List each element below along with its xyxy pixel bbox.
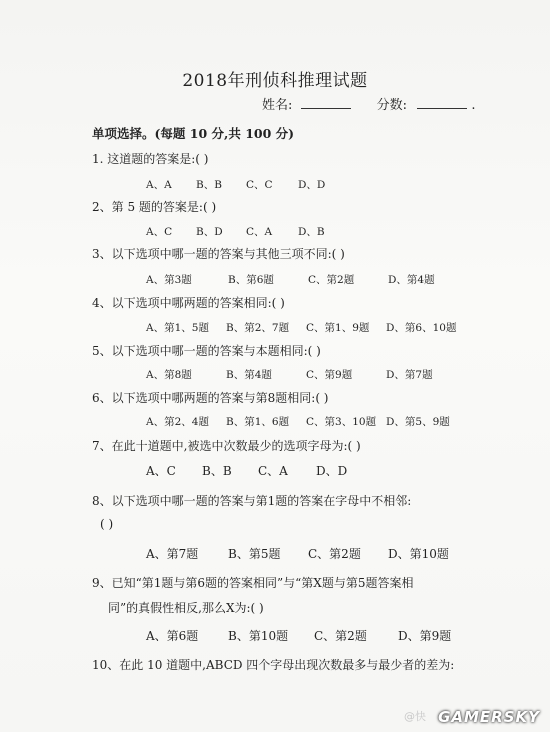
option-b: B、B — [202, 464, 232, 478]
option-c: C、第2题 — [314, 629, 367, 643]
option-b: B、第5题 — [228, 547, 281, 561]
option-b: B、第6题 — [228, 274, 274, 286]
option-c: C、C — [246, 179, 273, 191]
option-a: A、第3题 — [146, 274, 192, 286]
option-c: C、第1、9题 — [306, 322, 370, 334]
question-3-options — [146, 272, 435, 287]
option-a: A、A — [146, 179, 172, 191]
question-7-options — [146, 462, 347, 479]
question-8-options — [146, 545, 449, 562]
question-9-line2: 同”的真假性相反,那么X为:( ) — [108, 601, 264, 615]
question-2-options — [146, 224, 325, 239]
question-9-options — [146, 627, 451, 644]
gamersky-watermark: GAMERSKY — [438, 708, 540, 726]
option-c: C、A — [246, 226, 273, 238]
question-8: 8、以下选项中哪一题的答案与第1题的答案在字母中不相邻: — [92, 494, 412, 508]
page-title: 2018年刑侦科推理试题 — [182, 71, 368, 91]
score-label: 分数: — [376, 98, 408, 113]
question-5: 5、以下选项中哪一题的答案与本题相同:( ) — [92, 344, 321, 358]
score-tail: . — [471, 98, 476, 113]
option-b: B、第2、7题 — [226, 322, 290, 334]
option-d: D、第9题 — [398, 629, 452, 643]
option-d: D、第10题 — [388, 547, 449, 561]
option-d: D、D — [298, 179, 326, 191]
score-blank — [417, 96, 467, 109]
option-c: C、第9题 — [306, 369, 353, 381]
option-a: A、第2、4题 — [146, 416, 209, 428]
question-4: 4、以下选项中哪两题的答案相同:( ) — [92, 296, 285, 310]
name-blank — [301, 96, 351, 109]
question-10: 10、在此 10 道题中,ABCD 四个字母出现次数最多与最少者的差为: — [92, 658, 455, 672]
name-label: 姓名: — [262, 98, 293, 113]
option-c: C、A — [258, 464, 288, 478]
option-b: B、第4题 — [226, 369, 272, 381]
option-d: D、D — [316, 464, 348, 478]
option-c: C、第2题 — [308, 274, 355, 286]
option-a: A、第8题 — [146, 369, 192, 381]
watermark-prefix: @快 — [404, 710, 426, 723]
question-7: 7、在此十道题中,被选中次数最少的选项字母为:( ) — [92, 439, 361, 453]
option-c: C、第2题 — [308, 547, 361, 561]
option-d: D、第6、10题 — [386, 322, 457, 334]
option-d: D、第5、9题 — [386, 416, 450, 428]
name-score-row — [262, 94, 475, 113]
option-a: A、C — [146, 226, 173, 238]
section-heading: 单项选择。(每题 10 分,共 100 分) — [92, 126, 295, 141]
question-3: 3、以下选项中哪一题的答案与其他三项不同:( ) — [92, 247, 345, 261]
question-2: 2、第 5 题的答案是:( ) — [92, 200, 217, 214]
option-a: A、第1、5题 — [146, 322, 209, 334]
option-d: D、第4题 — [388, 274, 435, 286]
option-b: B、第10题 — [228, 629, 289, 643]
question-4-options — [146, 320, 456, 335]
option-b: B、第1、6题 — [226, 416, 290, 428]
question-8-line2: ( ) — [100, 517, 114, 531]
option-c: C、第3、10题 — [306, 416, 377, 428]
option-a: A、C — [146, 464, 176, 478]
question-6: 6、以下选项中哪两题的答案与第8题相同:( ) — [92, 391, 329, 405]
option-a: A、第7题 — [146, 547, 199, 561]
question-5-options — [146, 367, 433, 382]
option-b: B、D — [196, 226, 223, 238]
question-9: 9、已知“第1题与第6题的答案相同”与“第X题与第5题答案相 — [92, 576, 414, 590]
option-d: D、B — [298, 226, 325, 238]
question-1: 1. 这道题的答案是:( ) — [92, 152, 209, 166]
option-d: D、第7题 — [386, 369, 433, 381]
option-a: A、第6题 — [146, 629, 199, 643]
option-b: B、B — [196, 179, 222, 191]
question-6-options — [146, 414, 450, 429]
question-1-options — [146, 177, 325, 192]
